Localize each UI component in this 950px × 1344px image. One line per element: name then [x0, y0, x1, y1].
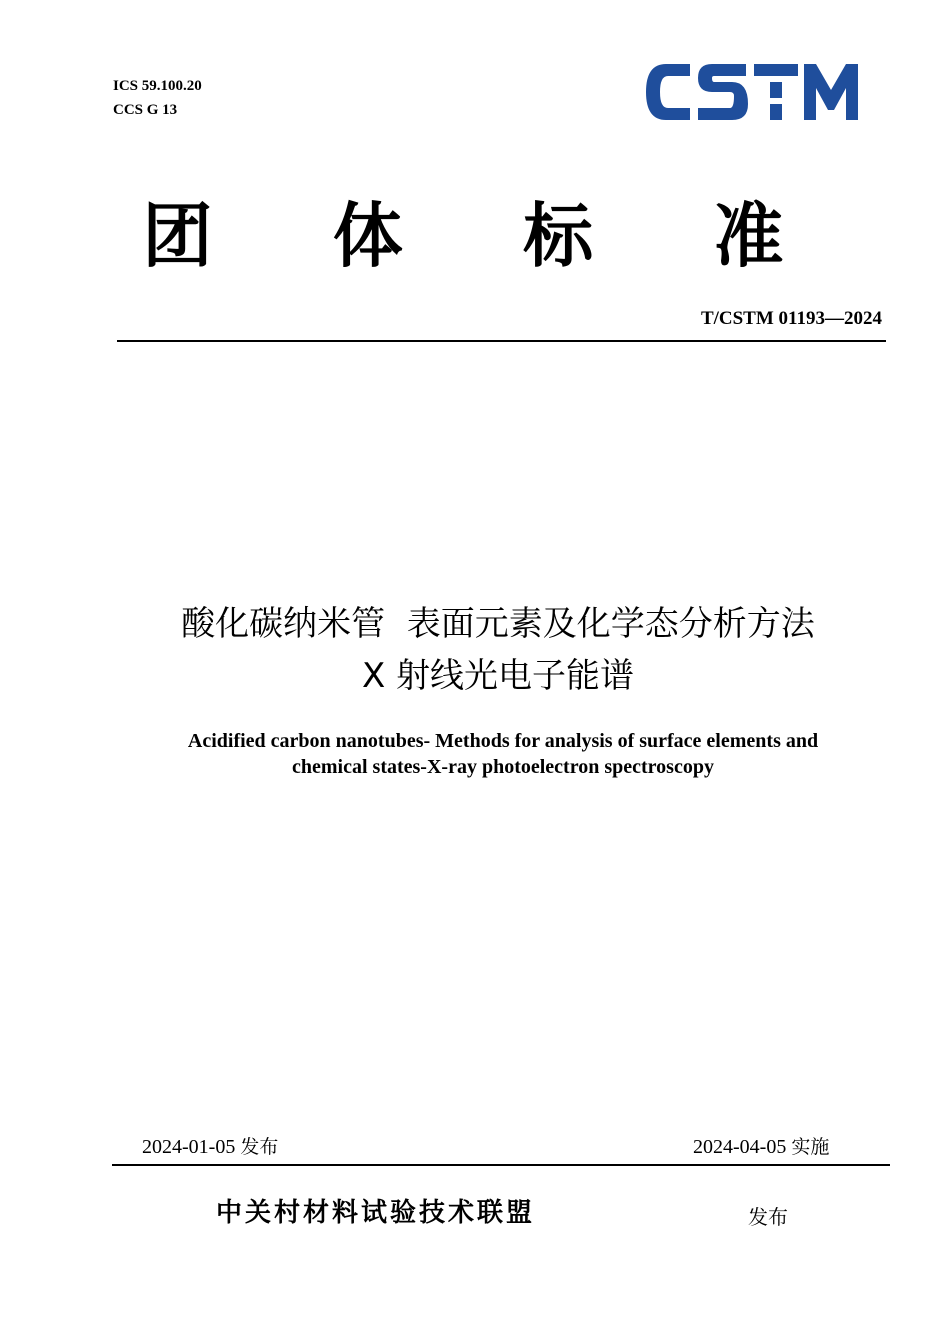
- header-divider: [117, 340, 886, 342]
- issue-label: 发布: [240, 1136, 279, 1158]
- cstm-logo: [644, 60, 864, 124]
- issue-date-block: [142, 1132, 278, 1159]
- classification-codes: [113, 74, 202, 122]
- english-title-line1: Acidified carbon nanotubes- Methods for analysis of surface elements and: [187, 730, 819, 752]
- chinese-title-line1: 酸化碳纳米管 表面元素及化学态分析方法: [181, 604, 815, 644]
- english-title: [0, 728, 950, 780]
- implement-date: 2024-04-05: [693, 1136, 787, 1158]
- standard-number: T/CSTM 01193—2024: [700, 308, 882, 329]
- standard-type-heading: 团 体 标 准: [142, 195, 832, 277]
- chinese-title-line2: X 射线光电子能谱: [361, 656, 635, 696]
- implement-label: 实施: [791, 1136, 830, 1158]
- implement-date-block: [693, 1132, 829, 1159]
- chinese-title: [0, 598, 950, 702]
- ics-code: ICS 59.100.20: [113, 78, 202, 94]
- publisher-label: 发布: [748, 1205, 788, 1229]
- issue-date: 2024-01-05: [142, 1136, 236, 1158]
- ccs-code: CCS G 13: [113, 102, 178, 118]
- footer-divider: [112, 1164, 890, 1166]
- publisher-name: 中关村材料试验技术联盟: [216, 1198, 536, 1228]
- english-title-line2: chemical states-X-ray photoelectron spectroscopy: [292, 756, 714, 778]
